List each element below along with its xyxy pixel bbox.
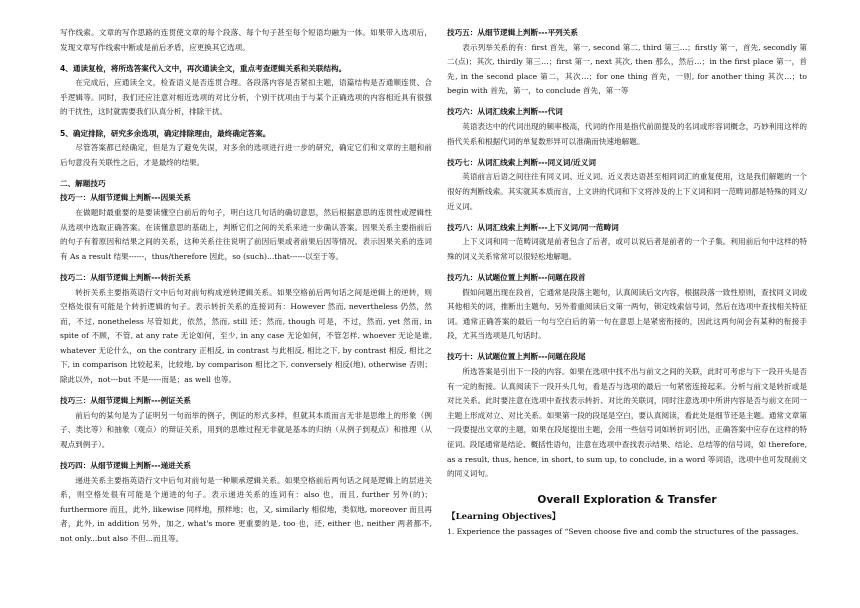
tip9-paragraph: 假如问题出现在段首，它通常是段落主题句，认真阅读后文内容，根据段落一致性原则，查找同义词或其他相关的词，推断出主题句。另外着重阅读后文第一两句，锁定线索信号词，然后在选项中查找相关特征词。通常正确答案的最后一句与空白后的第一句在意思上是紧密衔接的，因此这两句间会有某种的衔接手段，尤其当选项是几句话时。 (447, 287, 807, 341)
intro-paragraph: 写作线索。文章的写作思路的连贯使文章的每个段落、每个句子甚至每个短语均融为一体。如果带入选项后，发现文章写作线索中断或是前后矛盾，应更换其它选项。 (60, 28, 432, 52)
tip1-paragraph: 在做题时最重要的是要读懂空白前后的句子，明白这几句话的确切意思，然后根据意思的连贯性或逻辑性从选项中选取正确答案。在读懂意思的基础上，判断它们之间的关系来进一步确认答案。因果关系主要指前后的句子有着原因和结果之间的关系，这种关系往往说明了前因后果或者前果后因等情况。表示因果关系的连词有 As a result 结果------，thus/therefore 因此，so (such)...that------以至于等。 (60, 208, 432, 261)
tip2-heading: 技巧二：从细节逻辑上判断---转折关系 (60, 272, 191, 282)
tip5-paragraph: 表示列举关系的有：first 首先，第一, second 第二, third 第三…；firstly 第一，首先, secondly 第二(点)；其次, thirdly 第三…；first 第一, next 其次, then 那么，然后…；in the first place 第一，首先, in the second place 第二，其次…；for one thing 首先，一则, for another thing 其次…；to begin with 首先，第一，to conclude 首先，第一等 (447, 42, 807, 96)
learning-objectives-heading: 【Learning Objectives】 (447, 511, 561, 522)
tip3-paragraph: 前后句的某句是为了证明另一句而举的例子，例证的形式多样，但就其本质而言无非是思维上的形象（例子、类比等）和抽象（观点）的辩证关系，用到的思维过程无非就是基本的归纳（从例子到观点）和推理（从观点到例子）。 (60, 410, 432, 449)
tip2-paragraph: 转折关系主要指英语行文中后句对前句构成逆转逻辑关系。如果空格前后两句话之间是逆辑上的逆转，则空格处很有可能是个转折逻辑的句子。表示转折关系的连接词有：However 然而, nevertheless 仍然，然而，不过, nonetheless 尽管如此，依然，然而, still 还；然而, though 可是，不过，然而, yet 然而, in spite of 不顾，不管, at any rate 无论如何，至少, in any case 无论如何，不管怎样, whoever 无论是谁, whatever 无论什么，on the contrary 正相反, in contrast 与此相反, 相比之下, by contrast 相反, 相比之下, in comparison 比较起来，比较地, by comparison 相比之下, conversely 相反(地), otherwise 否则；除此以外，not---but 不是-----而是；as well 也等。 (60, 287, 432, 385)
step5-paragraph: 尽管答案都已经确定，但是为了避免失误，对多余的选项进行进一步的研究，确定它们和文章的主题和前后句意没有关联性之后，才是最终的结果。 (60, 143, 432, 167)
step5-heading: 5、确定排除，研究多余选项，确定排除理由，最终确定答案。 (60, 128, 271, 138)
tip6-paragraph: 英语表达中的代词出现的频率极高，代词的作用是指代前面提及的名词或形容词概念，巧妙利用这样的指代关系和根据代词的单复数形异可以准确而快速地解题。 (447, 122, 807, 146)
step4-paragraph: 在完成后，应通读全文，检查语义是否连贯合理。各段落内容是否紧扣主题，语篇结构是否通顺连贯、合乎逻辑等。同时，我们还应注意对相近选项的对比分析，个别干扰项由于与某个正确选项的内容相近具有很强的干扰性，这时就需要我们认真分析，排除干扰。 (60, 78, 432, 117)
tip7-paragraph: 英语前言后语之间往往有同义词、近义词、近义表达语甚至相同词汇的重复使用，这是我们解题的一个很好的判断线索。其实就其本质而言，上文讲的代词和下文将涉及的上下义词和同一范畴词都是特殊的同义/近义词。 (447, 172, 807, 211)
step4-heading: 4、通读复检，将所选答案代入文中，再次通读全文，重点考查逻辑关系和关联结构。 (60, 63, 347, 73)
tip8-paragraph: 上下义词和同一范畴词就是前者包含了后者，或可以说后者是前者的一个子集。利用前后句中这样的特殊的词义关系常常可以很轻松地解题。 (447, 237, 807, 261)
left-column (60, 26, 432, 547)
tip10-heading: 技巧十：从试题位置上判断---问题在段尾 (447, 352, 586, 362)
right-column (447, 26, 807, 539)
tip4-paragraph: 递进关系主要指英语行文中后句对前句是一种顺承逻辑关系。如果空格前后两句话之间是逻辑上的层进关系，则空格处很有可能是个递进的句子。表示递进关系的连词有：also 也，而且, further 另外(的)；furthermore 而且，此外, likewise 同样地，照样地；也，又, similarly 相似地，类似地, moreover 而且再者，此外, in addition 另外，加之, what's more 更重要的是, too 也，还, either 也, neither 两者都不, not only...but also 不但...而且等。 (60, 475, 432, 543)
tip5-heading: 技巧五：从细节逻辑上判断---平列关系 (447, 28, 578, 37)
learning-objective-item: 1. Experience the passages of “Seven choose five and comb the structures of the passages. (447, 526, 799, 536)
tip6-heading: 技巧六：从词汇线索上判断---代词 (447, 107, 563, 117)
overall-exploration-title: Overall Exploration & Transfer (537, 493, 717, 506)
tip1-heading: 技巧一：从细节逻辑上判断---因果关系 (60, 193, 191, 203)
tip8-heading: 技巧八：从词汇线索上判断---上下义词/同一范畴词 (447, 222, 619, 232)
tip4-heading: 技巧四：从细节逻辑上判断---递进关系 (60, 461, 191, 471)
section2-heading: 二、解题技巧 (60, 178, 106, 188)
tip9-heading: 技巧九：从试题位置上判断---问题在段首 (447, 272, 586, 282)
tip3-heading: 技巧三：从细节逻辑上判断---例证关系 (60, 396, 191, 406)
tip7-heading: 技巧七：从词汇线索上判断---同义词/近义词 (447, 157, 596, 167)
tip10-paragraph: 所选答案是引出下一段的内容。如果在选项中找不出与前文之间的关联，此时可考虑与下一段开头是否有一定的衔接。认真阅读下一段开头几句，看是否与选项的最后一句紧密连接起来。分析与前文是转折或是对比关系。此时要注意在选项中查找表示转折、对比的关联词，同时注意选项中所讲内容是否与前文在同一主题上形成对立、对比关系。如果第一段的段尾是空白，要认真阅读，看此处是细节还是主题。通常文章第一段要提出文章的主题，如果在段尾提出主题，会用一些信号词如转折词引出，正确答案中应存在这样的特征词。段尾通常是结论、概括性语句，注意在选项中查找表示结果、结论、总结等的信号词，如 therefore, as a result, thus, hence, in short, to sum up, to conclude, in a word 等词语，选项中也可发现前文的同义词句。 (447, 366, 807, 479)
